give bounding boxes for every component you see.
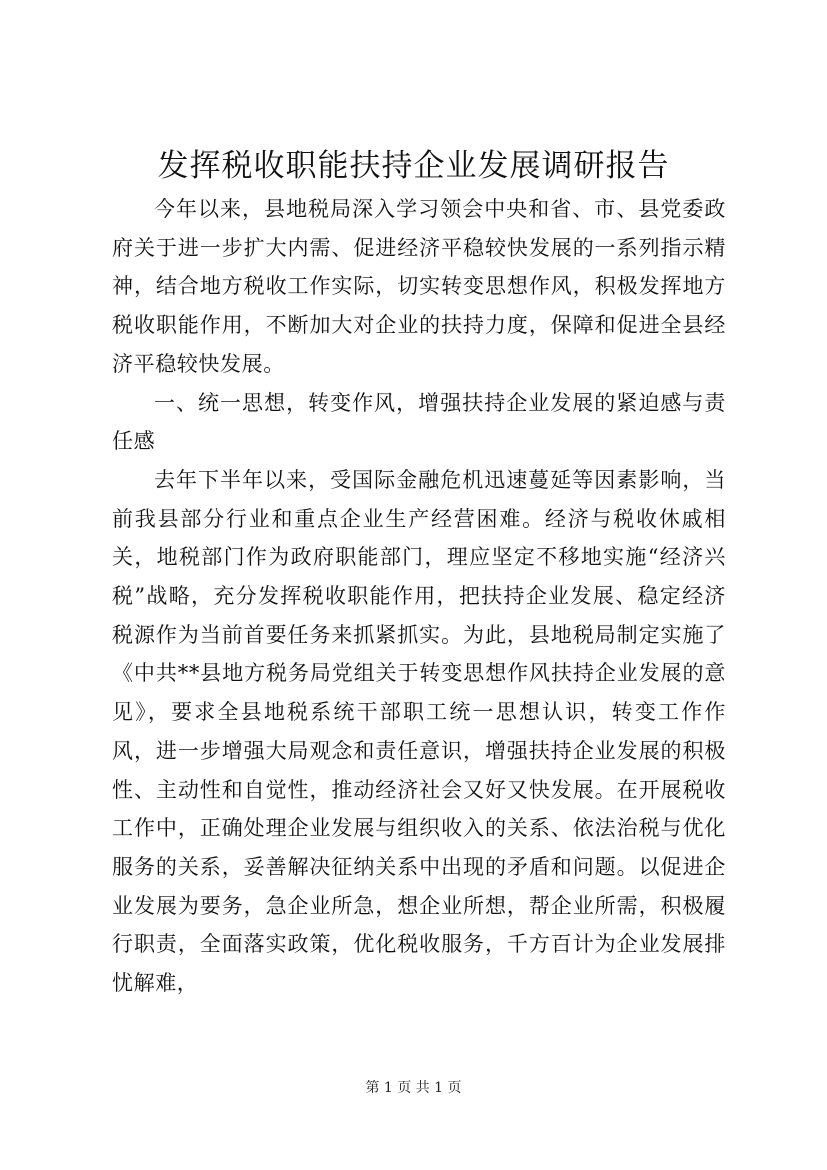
page-number-footer: 第 1 页 共 1 页: [365, 1080, 462, 1096]
document-title: 发挥税收职能扶持企业发展调研报告: [157, 148, 670, 184]
section-heading-1: 一、统一思想，转变作风，增强扶持企业发展的紧迫感与责任感: [112, 390, 726, 454]
paragraph-section-1: 去年下半年以来，受国际金融危机迅速蔓延等因素影响，当前我县部分行业和重点企业生产经营困难。经济与税收休戚相关，地税部门作为政府职能部门，理应坚定不移地实施“经济兴税”战略，充分发挥税收职能作用，把扶持企业发展、稳定经济税源作为当前首要任务来抓紧抓实。为此，县地税局制定实施了《中共**县地方税务局党组关于转变思想作风扶持企业发展的意见》，要求全县地税系统干部职工统一思想认识，转变工作作风，进一步增强大局观念和责任意识，增强扶持企业发展的积极性、主动性和自觉性，推动经济社会又好又快发展。在开展税收工作中，正确处理企业发展与组织收入的关系、依法治税与优化服务的关系，妥善解决征纳关系中出现的矛盾和问题。以促进企业发展为要务，急企业所急，想企业所想，帮企业所需，积极履行职责，全面落实政策，优化税收服务，千方百计为企业发展排忧解难，: [112, 467, 726, 996]
paragraph-intro: 今年以来，县地税局深入学习领会中央和省、市、县党委政府关于进一步扩大内需、促进经济平稳较快发展的一系列指示精神，结合地方税收工作实际，切实转变思想作风，积极发挥地方税收职能作用，不断加大对企业的扶持力度，保障和促进全县经济平稳较快发展。: [112, 197, 726, 376]
document-body: [112, 190, 726, 1003]
